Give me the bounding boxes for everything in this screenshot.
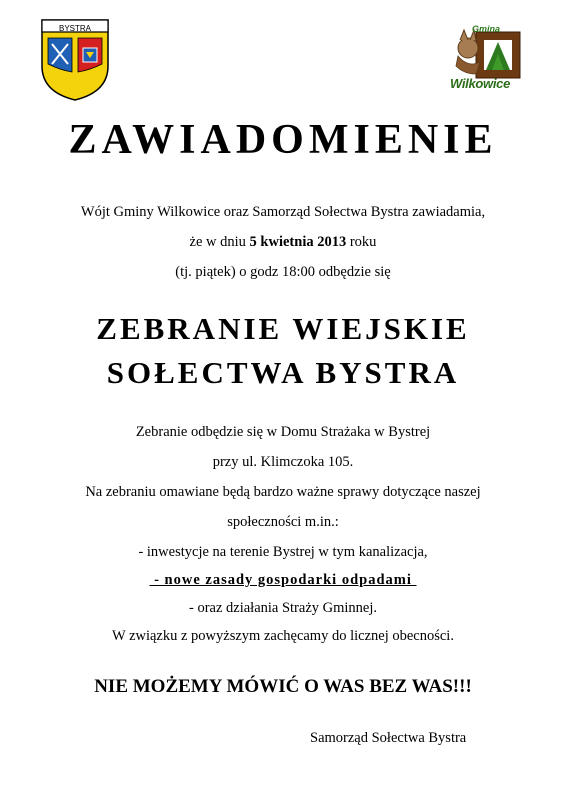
body-line-8: W związku z powyższym zachęcamy do licznej obecności. xyxy=(112,628,454,644)
body-line-1: Zebranie odbędzie się w Domu Strażaka w Bystrej xyxy=(135,424,431,440)
intro-date-suffix: roku xyxy=(346,234,377,250)
body-line-4: społeczności m.in.: xyxy=(227,514,339,530)
body-line-3: Na zebraniu omawiane będą bardzo ważne sprawy dotyczące naszej xyxy=(85,484,481,500)
meeting-heading-line-1: ZEBRANIE WIEJSKIE xyxy=(96,311,470,346)
body-line-7: - oraz działania Straży Gminnej. xyxy=(188,600,378,616)
waste-rules-highlight: - nowe zasady gospodarki odpadami xyxy=(149,572,417,588)
intro-date-prefix: że w dniu xyxy=(189,234,250,250)
intro-line-1: Wójt Gminy Wilkowice oraz Samorząd Sołectwa Bystra zawiadamia, xyxy=(80,204,486,220)
slogan: NIE MOŻEMY MÓWIĆ O WAS BEZ WAS!!! xyxy=(94,676,472,697)
logo-wilkowice-label: Wilkowice xyxy=(450,76,511,91)
bystra-coat-of-arms xyxy=(40,18,110,102)
intro-line-3: (tj. piątek) o godz 18:00 odbędzie się xyxy=(175,264,391,280)
meeting-date: 5 kwietnia 2013 xyxy=(249,234,347,250)
body-line-5: - inwestycje na terenie Bystrej w tym kanalizacja, xyxy=(138,544,428,560)
meeting-heading-line-2: SOŁECTWA BYSTRA xyxy=(106,355,460,390)
crest-bystra-label: BYSTRA xyxy=(58,24,91,33)
intro-line-2 xyxy=(0,234,566,251)
body-line-6 xyxy=(0,572,566,589)
page-title: ZAWIADOMIENIE xyxy=(68,117,498,163)
gmina-wilkowice-logo xyxy=(446,18,532,98)
body-line-2: przy ul. Klimczoka 105. xyxy=(212,454,354,470)
signature: Samorząd Sołectwa Bystra xyxy=(310,730,467,746)
logo-gmina-label: Gmina xyxy=(472,24,501,34)
